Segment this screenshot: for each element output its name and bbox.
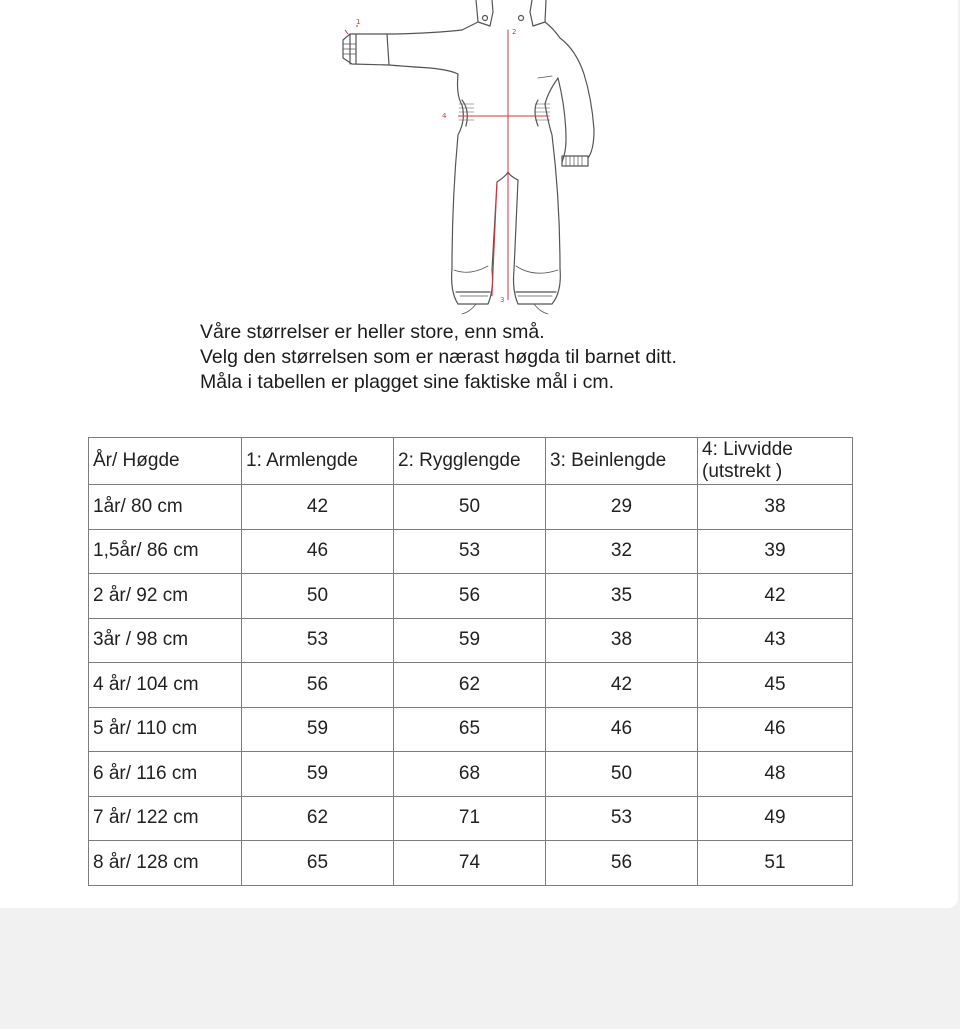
cell-back-length: 71 bbox=[394, 796, 546, 841]
cell-arm-length: 46 bbox=[242, 529, 394, 574]
header-year-height: År/ Høgde bbox=[89, 438, 242, 485]
header-waist-line2: (utstrekt ) bbox=[702, 461, 783, 482]
cell-year-height: 1år/ 80 cm bbox=[89, 485, 242, 530]
cell-leg-length: 56 bbox=[546, 841, 698, 886]
cell-leg-length: 38 bbox=[546, 618, 698, 663]
cell-arm-length: 50 bbox=[242, 574, 394, 619]
cell-back-length: 65 bbox=[394, 707, 546, 752]
table-body bbox=[89, 485, 853, 886]
table-row bbox=[89, 707, 853, 752]
cell-back-length: 56 bbox=[394, 574, 546, 619]
header-leg-length: 3: Beinlengde bbox=[546, 438, 698, 485]
cell-leg-length: 29 bbox=[546, 485, 698, 530]
cell-waist-width: 45 bbox=[698, 663, 853, 708]
cell-arm-length: 53 bbox=[242, 618, 394, 663]
intro-line: Våre størrelser er heller store, enn små. bbox=[200, 321, 545, 343]
overall-sketch bbox=[330, 0, 610, 320]
cell-waist-width: 48 bbox=[698, 752, 853, 797]
intro-line: Måla i tabellen er plagget sine faktiske mål i cm. bbox=[200, 371, 615, 393]
cell-back-length: 59 bbox=[394, 618, 546, 663]
table-row bbox=[89, 574, 853, 619]
cell-arm-length: 62 bbox=[242, 796, 394, 841]
header-waist-line1: 4: Livvidde bbox=[702, 439, 793, 460]
cell-leg-length: 46 bbox=[546, 707, 698, 752]
cell-waist-width: 38 bbox=[698, 485, 853, 530]
cell-leg-length: 50 bbox=[546, 752, 698, 797]
table-row bbox=[89, 618, 853, 663]
cell-waist-width: 46 bbox=[698, 707, 853, 752]
cell-back-length: 50 bbox=[394, 485, 546, 530]
cell-back-length: 74 bbox=[394, 841, 546, 886]
cell-year-height: 3år / 98 cm bbox=[89, 618, 242, 663]
cell-year-height: 2 år/ 92 cm bbox=[89, 574, 242, 619]
cell-waist-width: 42 bbox=[698, 574, 853, 619]
cell-year-height: 5 år/ 110 cm bbox=[89, 707, 242, 752]
size-guide-intro bbox=[200, 320, 820, 395]
cell-waist-width: 49 bbox=[698, 796, 853, 841]
cell-waist-width: 39 bbox=[698, 529, 853, 574]
cell-arm-length: 56 bbox=[242, 663, 394, 708]
header-arm-length: 1: Armlengde bbox=[242, 438, 394, 485]
table-row bbox=[89, 485, 853, 530]
marker-4: 4 bbox=[442, 112, 447, 120]
table-row bbox=[89, 841, 853, 886]
table-row bbox=[89, 752, 853, 797]
cell-back-length: 62 bbox=[394, 663, 546, 708]
table-header-row bbox=[89, 438, 853, 485]
table-row bbox=[89, 529, 853, 574]
table-row bbox=[89, 796, 853, 841]
cell-year-height: 7 år/ 122 cm bbox=[89, 796, 242, 841]
marker-2: 2 bbox=[512, 28, 517, 36]
cell-waist-width: 51 bbox=[698, 841, 853, 886]
header-back-length: 2: Rygglengde bbox=[394, 438, 546, 485]
cell-year-height: 8 år/ 128 cm bbox=[89, 841, 242, 886]
cell-arm-length: 65 bbox=[242, 841, 394, 886]
cell-back-length: 68 bbox=[394, 752, 546, 797]
intro-line: Velg den størrelsen som er nærast høgda til barnet ditt. bbox=[200, 346, 677, 368]
cell-arm-length: 59 bbox=[242, 707, 394, 752]
header-waist-width bbox=[698, 438, 853, 485]
cell-arm-length: 42 bbox=[242, 485, 394, 530]
cell-back-length: 53 bbox=[394, 529, 546, 574]
cell-waist-width: 43 bbox=[698, 618, 853, 663]
cell-leg-length: 53 bbox=[546, 796, 698, 841]
cell-leg-length: 35 bbox=[546, 574, 698, 619]
cell-year-height: 4 år/ 104 cm bbox=[89, 663, 242, 708]
size-table bbox=[88, 437, 853, 886]
table-row bbox=[89, 663, 853, 708]
marker-1: 1 bbox=[356, 18, 361, 26]
marker-3: 3 bbox=[500, 296, 505, 304]
cell-arm-length: 59 bbox=[242, 752, 394, 797]
cell-year-height: 1,5år/ 86 cm bbox=[89, 529, 242, 574]
cell-leg-length: 32 bbox=[546, 529, 698, 574]
cell-year-height: 6 år/ 116 cm bbox=[89, 752, 242, 797]
cell-leg-length: 42 bbox=[546, 663, 698, 708]
